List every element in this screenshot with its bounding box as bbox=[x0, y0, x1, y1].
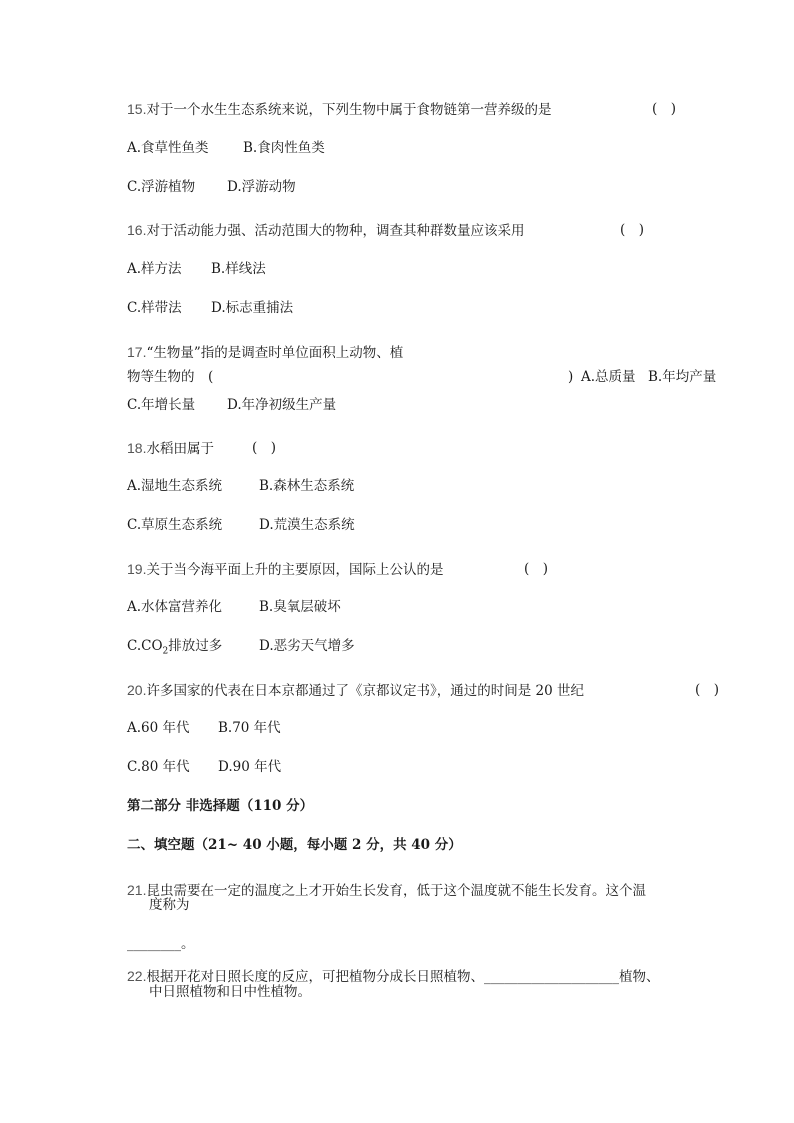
question-22-stem bbox=[127, 968, 659, 985]
question-21-line2: 度称为 bbox=[149, 897, 190, 913]
option-a: A.总质量 bbox=[581, 369, 636, 385]
question-16-stem bbox=[127, 222, 524, 239]
question-number: 16. bbox=[127, 222, 147, 238]
option-d: D.荒漠生态系统 bbox=[259, 517, 355, 533]
option-d: D.年净初级生产量 bbox=[227, 397, 337, 413]
option-a: A.60 年代 bbox=[127, 720, 190, 736]
question-text: “生物量”指的是调查时单位面积上动物、植 bbox=[146, 345, 404, 361]
option-c-tail: 排放过多 bbox=[168, 638, 223, 654]
part-heading: 第二部分 非选择题（110 分） bbox=[127, 798, 314, 814]
option-b: B.年均产量 bbox=[648, 369, 717, 385]
answer-bracket: ( ) bbox=[620, 222, 645, 238]
option-a: A.湿地生态系统 bbox=[127, 478, 223, 494]
option-a: A.食草性鱼类 bbox=[127, 140, 209, 156]
question-17-stem-line2: 物等生物的 ( bbox=[127, 369, 214, 385]
option-d: D.浮游动物 bbox=[227, 179, 296, 195]
question-number: 15. bbox=[127, 101, 147, 117]
option-a: A.水体富营养化 bbox=[127, 599, 223, 615]
option-b: B.森林生态系统 bbox=[259, 478, 355, 494]
question-text: 昆虫需要在一定的温度之上才开始生长发育，低于这个温度就不能生长发育。这个温 bbox=[146, 883, 646, 899]
question-21-stem bbox=[127, 882, 646, 899]
question-number: 19. bbox=[127, 561, 147, 577]
question-number: 22. bbox=[127, 968, 147, 984]
question-number: 17. bbox=[127, 344, 147, 360]
option-b: B.食肉性鱼类 bbox=[243, 140, 325, 156]
question-text: 许多国家的代表在日本京都通过了《京都议定书》，通过的时间是 20 世纪 bbox=[146, 683, 584, 699]
question-number: 20. bbox=[127, 682, 147, 698]
question-number: 21. bbox=[127, 882, 147, 898]
option-c: C.样带法 bbox=[127, 300, 182, 316]
option-d: D.90 年代 bbox=[218, 759, 282, 775]
answer-bracket: ( ) bbox=[695, 682, 720, 698]
section-heading: 二、填空题（21~ 40 小题，每小题 2 分，共 40 分） bbox=[127, 837, 462, 853]
question-text: 水稻田属于 bbox=[146, 441, 214, 457]
option-c: C.草原生态系统 bbox=[127, 517, 223, 533]
subscript: 2 bbox=[162, 646, 169, 657]
answer-bracket: ( ) bbox=[252, 440, 277, 456]
option-c bbox=[127, 638, 222, 660]
option-a: A.样方法 bbox=[127, 261, 182, 277]
question-18-stem bbox=[127, 440, 214, 457]
option-c: C.80 年代 bbox=[127, 759, 190, 775]
question-text: 根据开花对日照长度的反应，可把植物分成长日照植物、____________________植物、 bbox=[146, 969, 660, 985]
option-c: C.年增长量 bbox=[127, 397, 196, 413]
option-d: D.恶劣天气增多 bbox=[259, 638, 355, 654]
answer-blank: ________。 bbox=[127, 936, 195, 952]
question-number: 18. bbox=[127, 440, 147, 456]
bracket-close: ) bbox=[568, 369, 574, 385]
answer-bracket: ( ) bbox=[524, 561, 549, 577]
question-19-stem bbox=[127, 561, 443, 578]
question-text: 对于一个水生生态系统来说，下列生物中属于食物链第一营养级的是 bbox=[146, 102, 552, 118]
question-17-stem bbox=[127, 344, 403, 361]
question-text: 对于活动能力强、活动范围大的物种，调查其种群数量应该采用 bbox=[146, 223, 525, 239]
question-15-stem bbox=[127, 101, 551, 118]
question-20-stem bbox=[127, 682, 584, 699]
option-d: D.标志重捕法 bbox=[211, 300, 294, 316]
option-b: B.臭氧层破坏 bbox=[259, 599, 341, 615]
option-c-text: C.CO bbox=[127, 638, 163, 654]
question-22-line2: 中日照植物和日中性植物。 bbox=[149, 984, 311, 1000]
option-b: B.70 年代 bbox=[218, 720, 281, 736]
answer-bracket: ( ) bbox=[652, 101, 677, 117]
option-b: B.样线法 bbox=[211, 261, 266, 277]
option-c: C.浮游植物 bbox=[127, 179, 196, 195]
question-text: 关于当今海平面上升的主要原因，国际上公认的是 bbox=[146, 562, 444, 578]
